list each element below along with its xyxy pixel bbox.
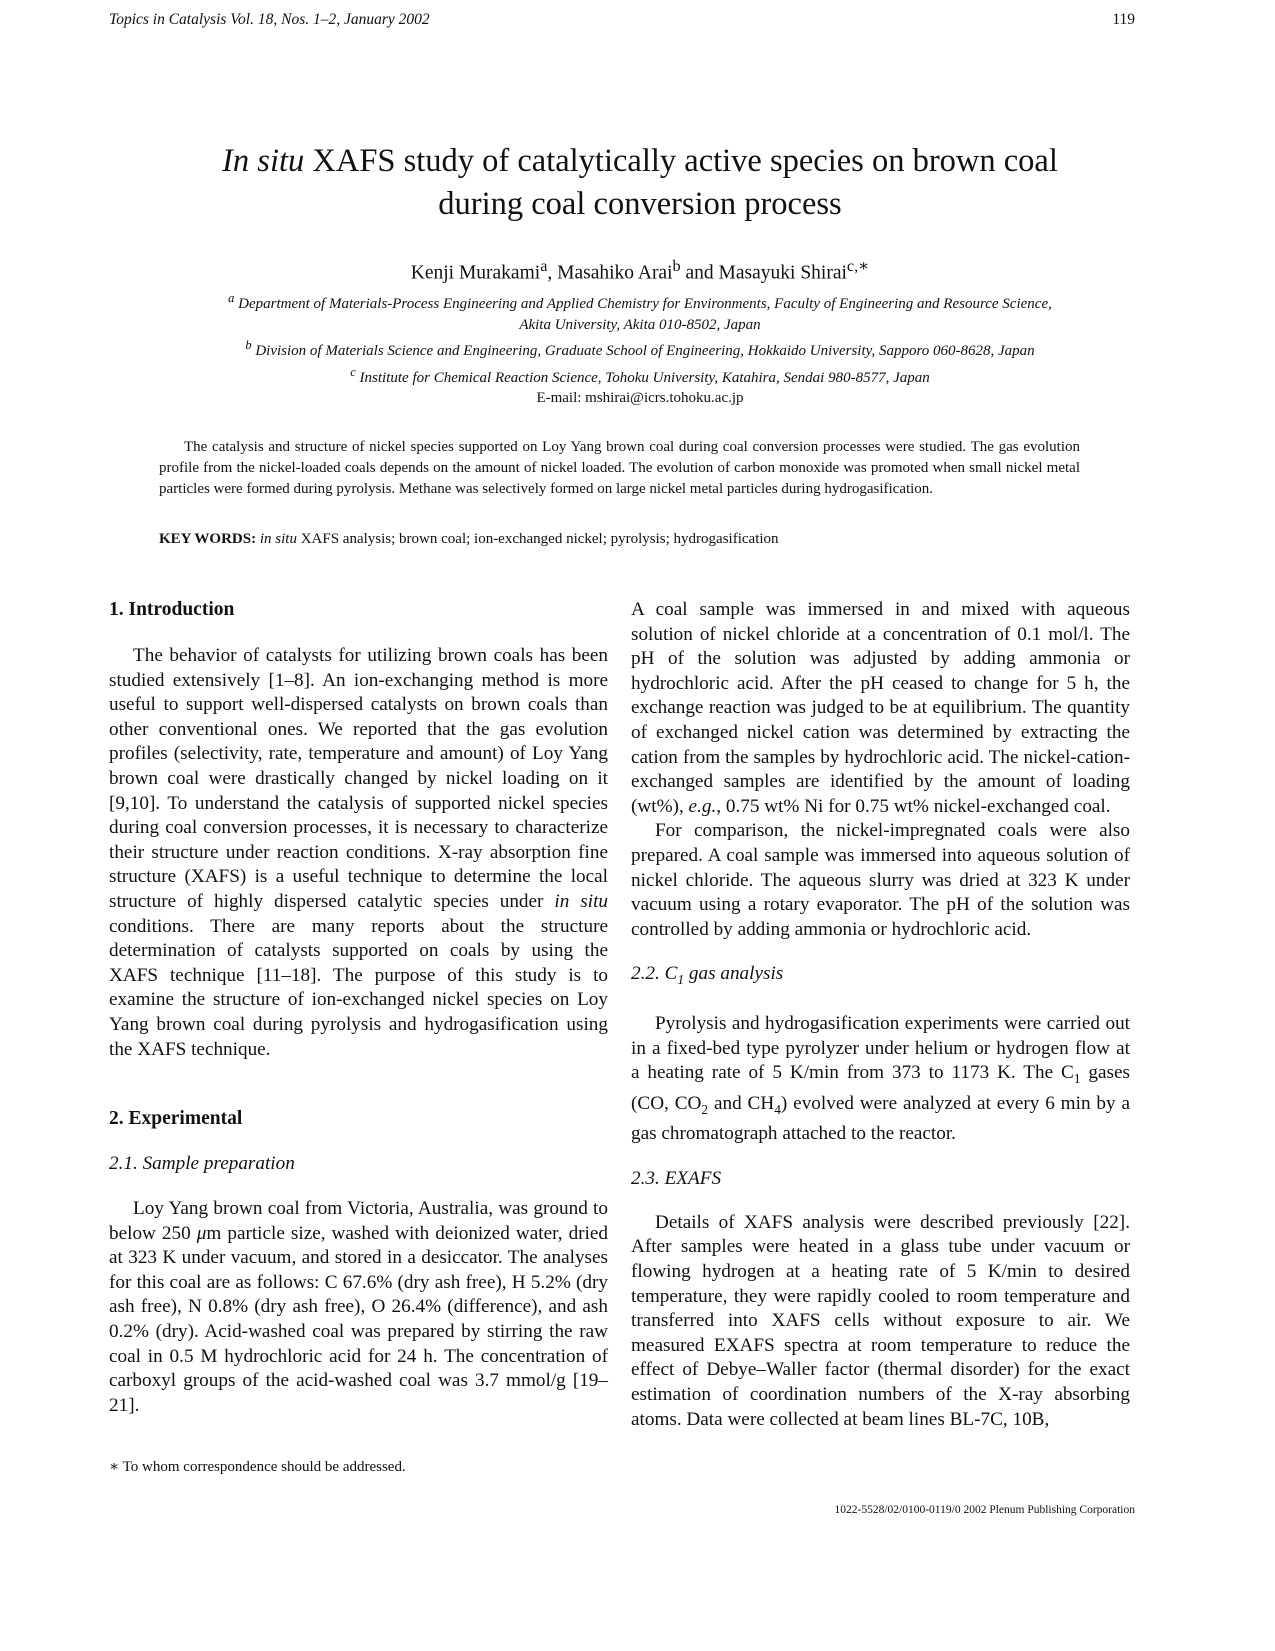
intro-paragraph	[109, 644, 608, 1062]
text-run: 2.2. C	[631, 963, 678, 985]
italic-run: in situ	[554, 890, 608, 912]
text-run: , 0.75 wt% Ni for 0.75 wt% nickel-exchanged coal.	[716, 795, 1111, 817]
text-run: ) evolved were analyzed at every 6 min by a gas chromatograph attached to the reactor.	[631, 1092, 1130, 1145]
paper-title	[140, 140, 1140, 226]
keywords-italic: in situ	[259, 531, 297, 547]
title-line2: during coal conversion process	[438, 186, 842, 222]
subscript: 1	[677, 972, 685, 988]
text-run: m particle size, washed with deionized water, dried at 323 K under vacuum, and stored in a desiccator. The analyses for this coal are as follows: C 67.6% (dry ash free), H 5.2% (dry ash free), N 0.8% (dry ash free), O 26.4% (difference), and ash 0.2% (dry). Acid-washed coal was prepared by stirring the raw coal in 0.5 M hydrochloric acid for 24 h. The concentration of carboxyl groups of the acid-washed coal was 3.7 mmol/g [19–21].	[109, 1222, 608, 1416]
impregnation-paragraph: For comparison, the nickel-impregnated coals were also prepared. A coal sample was immersed into aqueous solution of nickel chloride. The aqueous slurry was dried at 323 K under vacuum using a rotary evaporator. The pH of the solution was controlled by adding ammonia or hydrochloric acid.	[631, 820, 1130, 940]
text-run: A coal sample was immersed in and mixed with aqueous solution of nickel chloride at a concentration of 0.1 mol/l. The pH of the solution was adjusted by adding ammonia or hydrochloric acid. After the pH ceased to change for 5 h, the exchange reaction was judged to be at equilibrium. The quantity of exchanged nickel cation was determined by extracting the cation from the samples by hydrochloric acid. The nickel-cation-exchanged samples are identified by the amount of loading (wt%),	[631, 599, 1130, 817]
affil-text: Department of Materials-Process Engineering and Applied Chemistry for Environments, Faculty of Engineering and Resource Science,	[238, 296, 1052, 312]
subscript: 2	[701, 1101, 709, 1117]
author-name: Masayuki Shirai	[718, 262, 847, 284]
left-column	[109, 598, 608, 1418]
title-line1: XAFS study of catalytically active species on brown coal	[304, 143, 1058, 179]
keywords-label: KEY WORDS:	[159, 531, 257, 547]
text-run: Loy Yang brown coal from Victoria, Australia, was ground to below 250	[109, 1198, 608, 1244]
gas-analysis-paragraph	[631, 1012, 1130, 1147]
affiliations	[140, 288, 1140, 409]
journal-header: Topics in Catalysis Vol. 18, Nos. 1–2, January 2002	[109, 11, 430, 28]
footnote: ∗ To whom correspondence should be addressed.	[109, 1459, 406, 1475]
author-separator: ,	[547, 262, 558, 284]
affil-mark: b	[245, 338, 252, 352]
text-run: and CH	[708, 1092, 775, 1114]
affil-mark: a	[228, 291, 235, 305]
right-column	[631, 598, 1130, 1432]
subsection-heading-exafs: 2.3. EXAFS	[631, 1167, 722, 1189]
text-run: gas analysis	[684, 963, 784, 985]
subsection-heading-sample-preparation: 2.1. Sample preparation	[109, 1153, 295, 1175]
author-affil-mark: a	[540, 257, 548, 275]
author-name: Masahiko Arai	[557, 262, 673, 284]
subscript: 4	[774, 1101, 781, 1117]
affil-text: Division of Materials Science and Engineering, Graduate School of Engineering, Hokkaido University, Sapporo 060-8628, Japan	[255, 343, 1035, 359]
author-separator: and	[680, 262, 719, 284]
copyright-footer: 1022-5528/02/0100-0119/0 2002 Plenum Publishing Corporation	[834, 1504, 1135, 1516]
text-run: Pyrolysis and hydrogasification experiments were carried out in a fixed-bed type pyrolyzer under helium or hydrogen flow at a heating rate of 5 K/min from 373 to 1173 K. The C	[631, 1013, 1130, 1084]
title-italic: In situ	[222, 143, 305, 179]
abstract: The catalysis and structure of nickel species supported on Loy Yang brown coal during coal conversion processes were studied. The gas evolution profile from the nickel-loaded coals depends on the amount of nickel loaded. The evolution of carbon monoxide was promoted when small nickel metal particles were formed during pyrolysis. Methane was selectively formed on large nickel metal particles during hydrogasification.	[159, 439, 1080, 497]
italic-run: e.g.	[688, 795, 717, 817]
text-run: conditions. There are many reports about the structure determination of catalysts supported on coals by using the XAFS technique [11–18]. The purpose of this study is to examine the structure of ion-exchanged nickel species on Loy Yang brown coal during pyrolysis and hydrogasification using the XAFS technique.	[109, 915, 608, 1060]
affiliation-c	[140, 362, 1140, 389]
affil-mark: c	[350, 364, 356, 379]
subscript: 1	[1073, 1071, 1081, 1087]
mu-symbol: μ	[196, 1222, 207, 1244]
text-run: gases (CO, CO	[631, 1062, 1130, 1114]
keywords	[159, 531, 1080, 548]
page-number: 119	[1112, 11, 1135, 28]
author-name: Kenji Murakami	[410, 262, 541, 284]
email: E-mail: mshirai@icrs.tohoku.ac.jp	[536, 390, 744, 406]
author-list	[140, 256, 1140, 285]
affiliation-b	[140, 335, 1140, 362]
affiliation-a	[140, 288, 1140, 315]
subsection-heading-gas-analysis	[631, 962, 1130, 992]
keywords-list: XAFS analysis; brown coal; ion-exchanged nickel; pyrolysis; hydrogasification	[296, 531, 779, 547]
affil-text: Institute for Chemical Reaction Science, Tohoku University, Katahira, Sendai 980-8577, Japan	[359, 369, 930, 386]
section-heading-introduction: 1. Introduction	[109, 599, 235, 620]
text-run: The behavior of catalysts for utilizing brown coals has been studied extensively [1–8]. An ion-exchanging method is more useful to support well-dispersed catalysts on brown coals than other conventional ones. We reported that the gas evolution profiles (selectivity, rate, temperature and amount) of Loy Yang brown coal were drastically changed by nickel loading on it [9,10]. To understand the catalysis of supported nickel species during coal conversion processes, it is necessary to characterize their structure under reaction conditions. X-ray absorption fine structure (XAFS) is a useful technique to determine the local structure of highly dispersed catalytic species under	[109, 645, 608, 912]
author-affil-mark: b	[672, 257, 681, 275]
exafs-paragraph: Details of XAFS analysis were described previously [22]. After samples were heated in a glass tube under vacuum or flowing hydrogen at a heating rate of 5 K/min to desired temperature, they were rapidly cooled to room temperature and transferred into XAFS cells without exposure to air. We measured EXAFS spectra at room temperature to reduce the effect of Debye–Waller factor (thermal disorder) for the exact estimation of coordination numbers of the X-ray absorbing atoms. Data were collected at beam lines BL-7C, 10B,	[631, 1211, 1130, 1430]
author-affil-mark: c,∗	[846, 257, 870, 275]
exchange-paragraph	[631, 598, 1130, 819]
section-heading-experimental: 2. Experimental	[109, 1108, 243, 1130]
affiliation-a-cont: Akita University, Akita 010-8502, Japan	[519, 316, 761, 333]
sample-prep-paragraph	[109, 1197, 608, 1418]
